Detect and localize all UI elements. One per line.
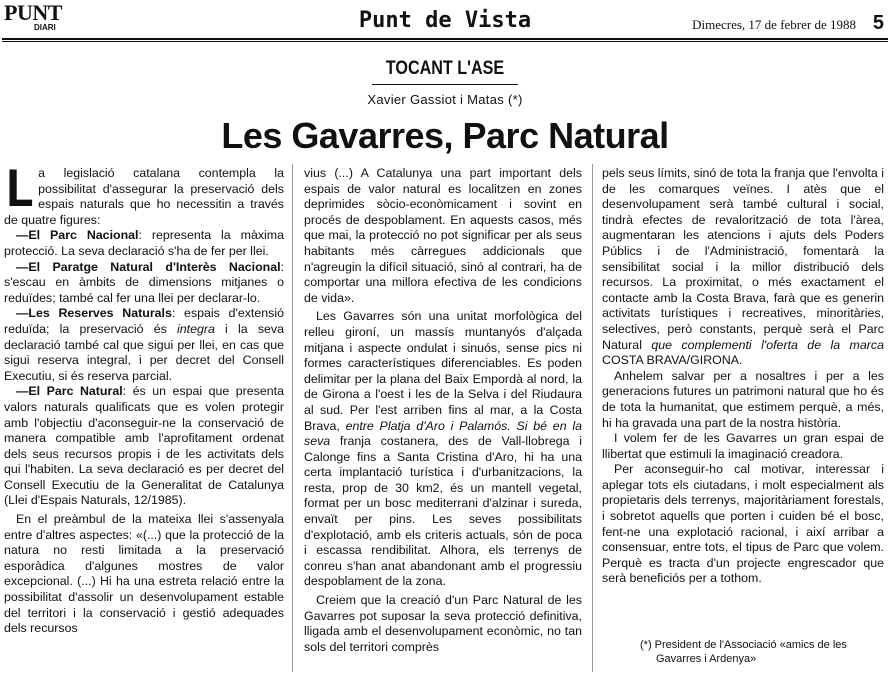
paragraph-text: : espais d'extensió reduïda; la preservació és (4, 306, 284, 336)
term-label: —El Parc Nacional (16, 228, 139, 243)
column-divider (592, 164, 593, 672)
term-label: —Les Reserves Naturals (16, 306, 172, 321)
masthead-rule-thin (2, 41, 888, 42)
article-column-3 (602, 166, 884, 587)
paragraph-text: : és un espai que presenta valors naturals qualificats que es volen protegir amb l'objectiu d'aconseguir-ne la conservació de manera compatible amb l'aprofitament ordenat dels seus recursos propis i de les activitats dels qui l'habiten. La seva declaració es per decret del Consell Executiu de la Generalitat de Catalunya (Llei d'Espais Naturals, 12/1985). (4, 384, 284, 508)
article-headline: Les Gavarres, Parc Natural (221, 115, 669, 156)
paragraph-text: : representa la màxima protecció. La seva declaració s'ha de fer per llei. (4, 228, 284, 258)
paragraph-text-italic: integra (176, 321, 215, 336)
paragraph: En el preàmbul de la mateixa llei s'assenyala entre d'altres aspectes: «(...) que la protecció de la natura no resti limitada a la preservació esporàdica d'algunes mostres de valor excepcional. (...) Hi ha una estreta relació entre la possibilitat d'assolir un desenvolupament estable del territori i la conservació i gestió adequades dels recursos (4, 512, 284, 636)
newspaper-logo: PUNT (4, 0, 62, 25)
paragraph (304, 309, 582, 590)
footnote-line: Gavarres i Ardenya» (656, 653, 757, 665)
column-divider (292, 164, 293, 672)
issue-date: Dimecres, 17 de febrer de 1988 (692, 17, 856, 32)
paragraph (602, 166, 884, 369)
paragraph (4, 160, 284, 228)
column-title-underline (372, 84, 518, 85)
byline: Xavier Gassiot i Matas (*) (367, 92, 523, 107)
paragraph (4, 228, 284, 259)
paragraph: Anhelem salvar per a nosaltres i per a les generacions futures un patrimoni natural que ho és de tota la humanitat, que estimem perquè, a més, hi ha gravada una part de la nostra història. (602, 368, 884, 430)
masthead-rule (2, 38, 888, 40)
paragraph (4, 306, 284, 384)
paragraph-text-italic: entre Platja d'Aro i Palamós. Si bé en la seva (304, 418, 582, 449)
paragraph (4, 384, 284, 509)
page-number: 5 (872, 12, 884, 34)
paragraph-text: pels seus límits, sinó de tota la franja que l'envolta i de les comarques veïnes. I atès que el desenvolupament serà també cultural i social, tindrà efectes de revalorització de tota l'àrea, augmentaran les atencions i ajuts dels Poders Públics i de l'Administració, fomentarà la sensibilitat social i la millor distribució dels recursos. La proximitat, o més exactament el contacte amb la Costa Brava, farà que es generin activitats turístiques i recreatives, minoritàries, selectives, però constants, perquè serà el Parc Natural (602, 166, 884, 352)
paragraph-text: franja costanera, des de Vall-llobrega i Calonge fins a Santa Cristina d'Aro, hi ha una certa implantació turística i d'urbanitzacions, la resta, prop de 30 km2, és un mantell vegetal, format per un bosc mediterrani d'alzinar i sureda, envaït per pins. Les seves possibilitats d'explotació, amb els criteris actuals, són de poca i escassa rendibilitat. Alhora, els terrenys de conreu s'han anat abandonant amb el progressiu despoblament de la zona. (304, 434, 582, 589)
paragraph-text: : s'escau en àmbits de dimensions mitjanes o reduïdes; també cal fer una llei per declarar-lo. (4, 259, 284, 305)
footnote-line: (*) President de l'Associació «amics de les (640, 639, 847, 651)
article-column-2 (304, 166, 582, 655)
masthead (0, 0, 890, 40)
paragraph-text-italic: que complementi l'oferta de la marca (651, 337, 884, 352)
paragraph: Creiem que la creació d'un Parc Natural de les Gavarres pot suposar la seva protecció definitiva, lligada amb el desenvolupament econòmic, no tan sols del territori comprès (304, 593, 582, 654)
paragraph-text: a legislació catalana contempla la possibilitat d'assegurar la preservació dels espais naturals que ho necessitin a través de quatre figures: (4, 166, 284, 227)
article-column-1 (4, 160, 284, 637)
paragraph-text: Les Gavarres són una unitat morfològica del relleu gironí, un massís muntanyós d'alçada mitjana i aspecte ondulat i sinuós, sense pics ni formes característiques diferenciables. Es poden delimitar per la plana del Baix Empordà al nord, la de Girona a l'oest i les de la Selva i del Riudaura al sud. Per l'est arriben fins al mar, a la Costa Brava, (304, 309, 582, 433)
drop-cap: L (4, 160, 35, 218)
paragraph-text: COSTA BRAVA/GIRONA. (602, 353, 743, 368)
paragraph (4, 260, 284, 307)
newspaper-logo-subtitle: DIARI (34, 23, 56, 32)
paragraph: I volem fer de les Gavarres un gran espai de llibertat que estimuli la imaginació creadora. (602, 431, 884, 461)
column-title: TOCANT L'ASE (385, 58, 505, 79)
term-label: —El Paratge Natural d'Interès Nacional (16, 259, 281, 274)
author-footnote (640, 638, 885, 666)
paragraph-text: i la seva declaració també cal que sigui per llei, en cas que sigui reserva integral, i per decret del Consell Executiu, si és reserva parcial. (4, 321, 284, 383)
paragraph: vius (...) A Catalunya una part important dels espais de valor natural es localitzen en zones deprimides sòcio-econòmicament i sovint en procés de despoblament. En aquests casos, més que mai, la protecció no pot significar per als seus habitants més càrregues addicionals que n'agreugin la difícil situació, sinó al contrari, ha de comportar una millora efectiva de les condicions de vida». (304, 166, 582, 305)
paragraph: Per aconseguir-ho cal motivar, interessar i aplegar tots els ciutadans, i molt especialment als propietaris dels terrenys, majoritàriament forestals, i sobretot aquells que porten i cuiden bé el bosc, fent-ne una explotació racional, i així arribar a consensuar, entre tots, el tipus de Parc que volem. Perquè es tracta d'un projecte engrescador que serà beneficiós per a tothom. (602, 462, 884, 586)
term-label: —El Parc Natural (16, 384, 123, 399)
section-name: Punt de Vista (358, 8, 532, 33)
